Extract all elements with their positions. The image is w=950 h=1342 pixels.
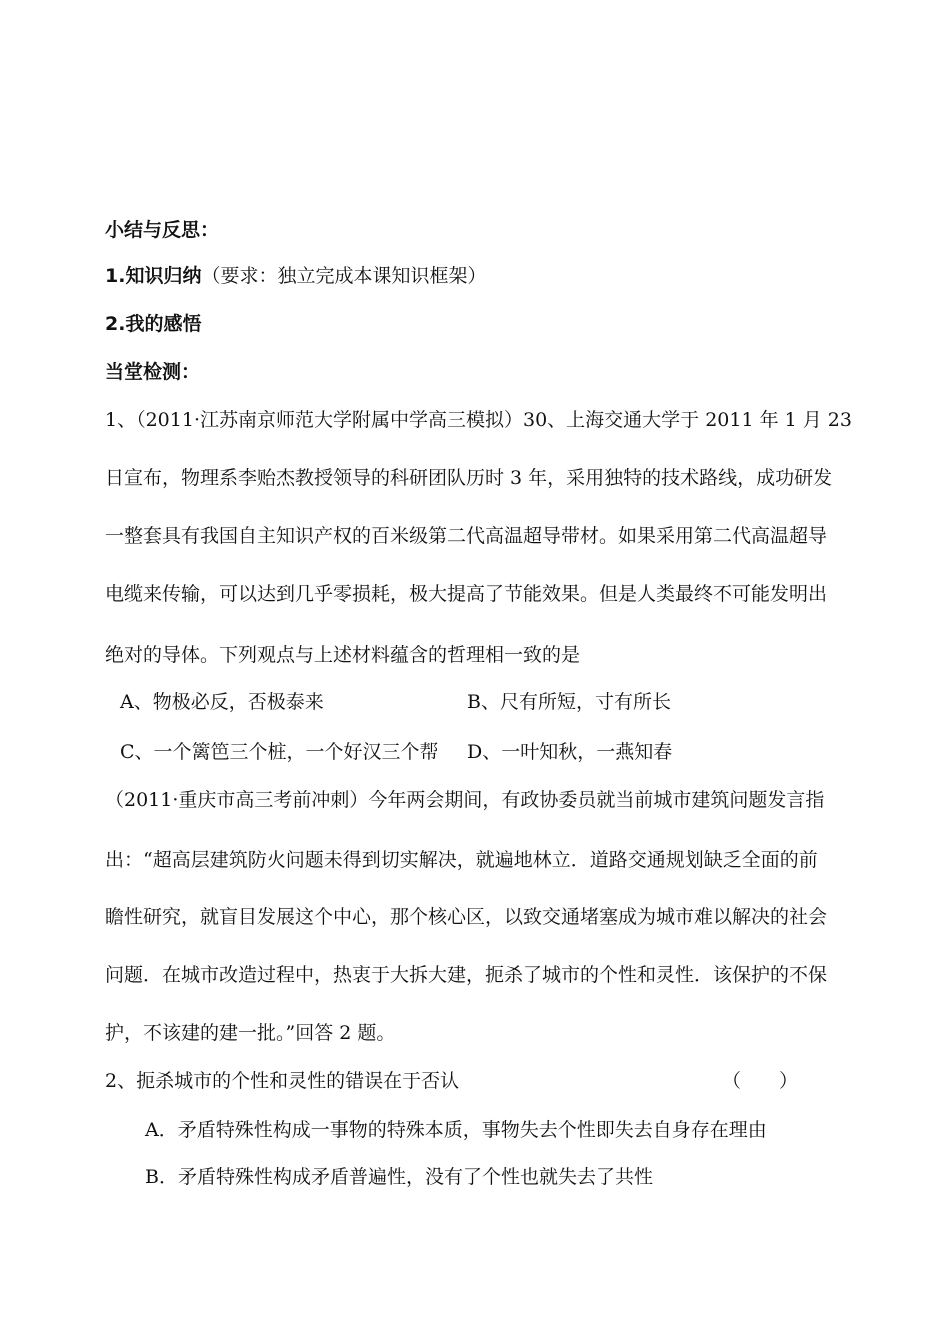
q1-option-b: B、尺有所短，寸有所长 [467, 691, 671, 713]
q1-line-1: 1、（2011·江苏南京师范大学附属中学高三模拟）30、上海交通大学于 2011 年 1 月 23 [105, 409, 852, 431]
q2-answer-blank: （ ） [722, 1070, 799, 1092]
material-line-1: （2011·重庆市高三考前冲刺）今年两会期间，有政协委员就当前城市建筑问题发言指 [105, 789, 825, 811]
q1-option-d: D、一叶知秋，一燕知春 [467, 741, 673, 763]
check-heading: 当堂检测： [105, 361, 201, 383]
q2-stem: 2、扼杀城市的个性和灵性的错误在于否认 [105, 1070, 460, 1092]
material-line-5: 护，不该建的建一批。”回答 2 题。 [105, 1022, 396, 1044]
summary-item-1 [105, 264, 486, 288]
summary-item-2: 2.我的感悟 [105, 313, 202, 335]
q1-option-a: A、物极必反，否极泰来 [120, 691, 324, 713]
summary-heading: 小结与反思： [105, 219, 220, 241]
material-line-3: 瞻性研究，就盲目发展这个中心，那个核心区，以致交通堵塞成为城市难以解决的社会 [105, 906, 828, 928]
summary-item-1-label: 1.知识归纳 [105, 265, 202, 287]
q2-option-b: B．矛盾特殊性构成矛盾普遍性，没有了个性也就失去了共性 [145, 1166, 653, 1188]
q1-line-4: 电缆来传输，可以达到几乎零损耗，极大提高了节能效果。但是人类最终不可能发明出 [105, 583, 828, 605]
q1-line-2: 日宣布，物理系李贻杰教授领导的科研团队历时 3 年，采用独特的技术路线，成功研发 [105, 467, 833, 489]
material-line-4: 问题．在城市改造过程中，热衷于大拆大建，扼杀了城市的个性和灵性．该保护的不保 [105, 964, 828, 986]
q2-option-a: A．矛盾特殊性构成一事物的特殊本质，事物失去个性即失去自身存在理由 [145, 1119, 767, 1141]
q1-line-3: 一整套具有我国自主知识产权的百米级第二代高温超导带材。如果采用第二代高温超导 [105, 525, 828, 547]
q1-option-c: C、一个篱笆三个桩，一个好汉三个帮 [120, 741, 439, 763]
summary-item-1-note: （要求：独立完成本课知识框架） [201, 265, 487, 287]
material-line-2: 出：“超高层建筑防火问题未得到切实解决，就遍地林立．道路交通规划缺乏全面的前 [105, 849, 818, 871]
q1-line-5: 绝对的导体。下列观点与上述材料蕴含的哲理相一致的是 [105, 644, 581, 666]
